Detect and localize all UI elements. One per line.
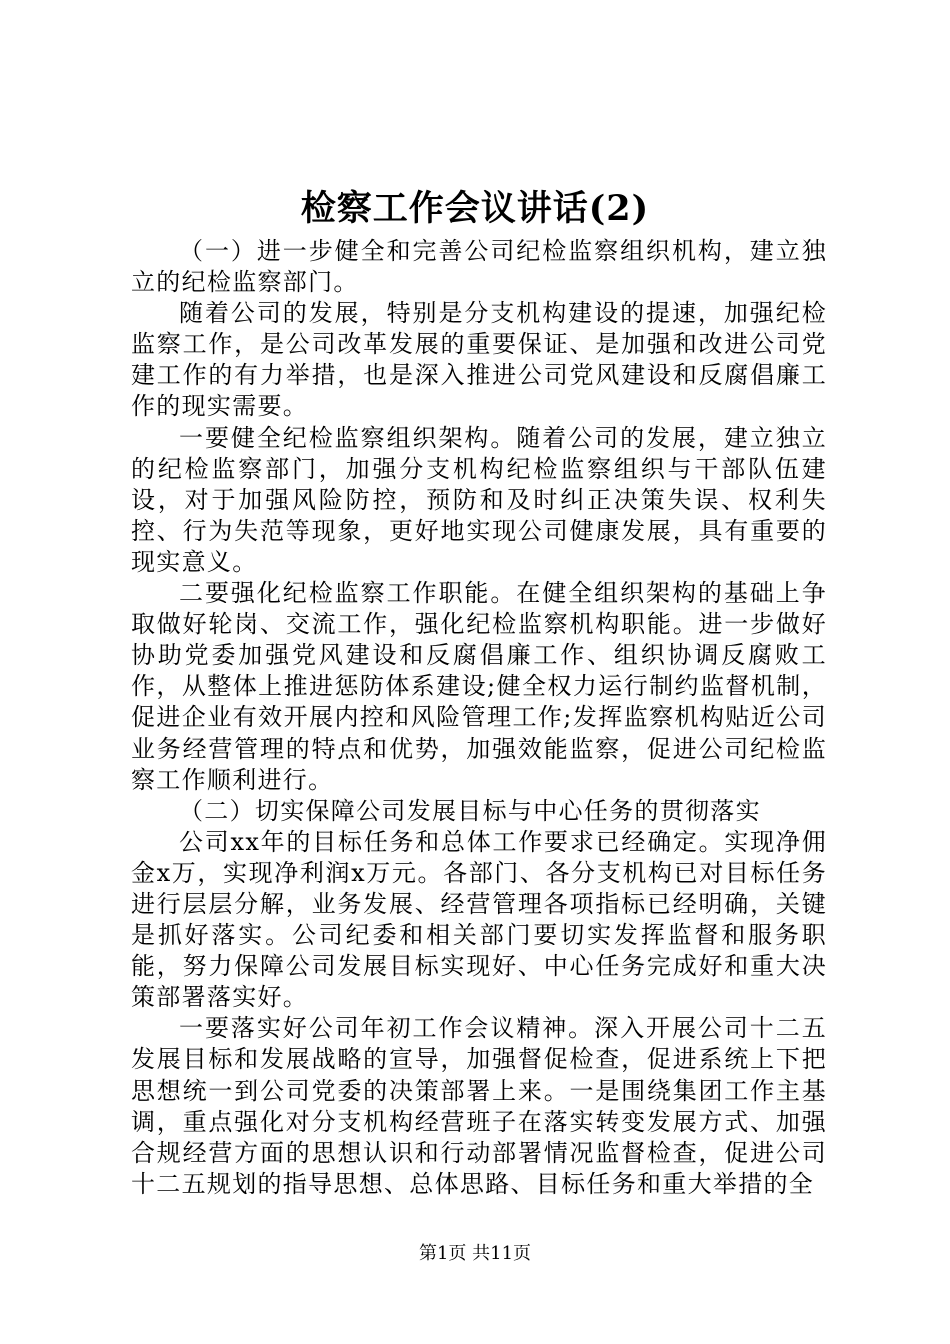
paragraph: 一要落实好公司年初工作会议精神。深入开展公司十二五发展目标和发展战略的宣导，加强督促检查，促进系统上下把思想统一到公司党委的决策部署上来。一是围绕集团工作主基调，重点强化对分支机构经营班子在落实转变发展方式、加强合规经营方面的思想认识和行动部署情况监督检查，促进公司十二五规划的指导思想、总体思路、目标任务和重大举措的全: [131, 1014, 827, 1198]
paragraph: （二）切实保障公司发展目标与中心任务的贯彻落实: [179, 796, 761, 825]
paragraph: 一要健全纪检监察组织架构。随着公司的发展，建立独立的纪检监察部门，加强分支机构纪检监察组织与干部队伍建设，对于加强风险防控，预防和及时纠正决策失误、权利失控、行为失范等现象，更好地实现公司健康发展，具有重要的现实意义。: [131, 423, 827, 576]
paragraph: 公司xx年的目标任务和总体工作要求已经确定。实现净佣金x万，实现净利润x万元。各部门、各分支机构已对目标任务进行层层分解，业务发展、经营管理各项指标已经明确，关键是抓好落实。公司纪委和相关部门要切实发挥监督和服务职能，努力保障公司发展目标实现好、中心任务完成好和重大决策部署落实好。: [131, 827, 827, 1012]
document-title: 检察工作会议讲话(2): [300, 188, 650, 229]
paragraph: 二要强化纪检监察工作职能。在健全组织架构的基础上争取做好轮岗、交流工作，强化纪检监察机构职能。进一步做好协助党委加强党风建设和反腐倡廉工作、组织协调反腐败工作，从整体上推进惩防体系建设;健全权力运行制约监督机制，促进企业有效开展内控和风险管理工作;发挥监察机构贴近公司业务经营管理的特点和优势，加强效能监察，促进公司纪检监察工作顺利进行。: [131, 579, 827, 794]
paragraph: （一）进一步健全和完善公司纪检监察组织机构，建立独立的纪检监察部门。: [131, 237, 827, 297]
page-footer: 第1页 共11页: [418, 1243, 532, 1264]
paragraph: 随着公司的发展，特别是分支机构建设的提速，加强纪检监察工作，是公司改革发展的重要保证、是加强和改进公司党建工作的有力举措，也是深入推进公司党风建设和反腐倡廉工作的现实需要。: [131, 299, 827, 421]
document-body: [131, 236, 827, 1200]
